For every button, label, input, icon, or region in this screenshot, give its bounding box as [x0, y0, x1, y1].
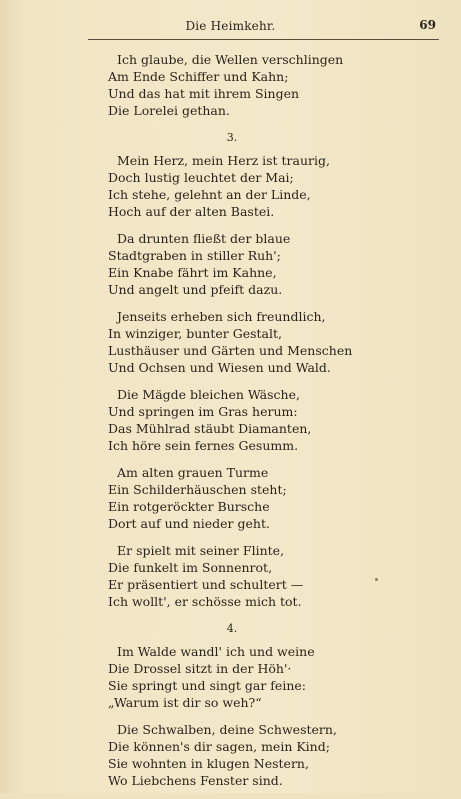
- stanza: [108, 308, 438, 376]
- verse-line: Ich höre sein fernes Gesumm.: [108, 438, 299, 453]
- stanza: [108, 230, 438, 298]
- verse-line: Mein Herz, mein Herz ist traurig,: [117, 153, 330, 168]
- verse-line: Dort auf und nieder geht.: [108, 516, 270, 531]
- verse-line: Hoch auf der alten Bastei.: [108, 204, 275, 219]
- verse-line: In winziger, bunter Gestalt,: [108, 326, 282, 341]
- verse-line: Ich glaube, die Wellen verschlingen: [117, 52, 344, 67]
- page-header: [0, 0, 461, 40]
- stanza: [108, 51, 438, 119]
- verse-line: Ein rotgeröckter Bursche: [108, 499, 270, 514]
- verse-line: Und das hat mit ihrem Singen: [108, 86, 300, 101]
- stanza: [108, 542, 438, 610]
- running-title: Die Heimkehr.: [185, 19, 276, 33]
- verse-line: Am Ende Schiffer und Kahn;: [108, 69, 289, 84]
- verse-line: Ich wollt', er schösse mich tot.: [108, 594, 302, 609]
- verse-line: Und springen im Gras herum:: [108, 404, 298, 419]
- verse-line: Die können's dir sagen, mein Kind;: [108, 739, 330, 754]
- verse-line: Die funkelt im Sonnenrot,: [108, 560, 273, 575]
- verse-line: Die Mägde bleichen Wäsche,: [117, 387, 300, 402]
- verse-line: Wo Liebchens Fenster sind.: [108, 773, 283, 788]
- verse-line: Lusthäuser und Gärten und Menschen: [108, 343, 353, 358]
- verse-line: Die Drossel sitzt in der Höh'·: [108, 661, 292, 676]
- verse-line: Er präsentiert und schultert —: [108, 577, 304, 592]
- verse-line: Die Lorelei gethan.: [108, 103, 230, 118]
- verse-line: Am alten grauen Turme: [117, 465, 269, 480]
- verse-line: Das Mühlrad stäubt Diamanten,: [108, 421, 312, 436]
- page-number: 69: [419, 18, 436, 32]
- verse-line: Und Ochsen und Wiesen und Wald.: [108, 360, 331, 375]
- verse-line: Ich stehe, gelehnt an der Linde,: [108, 187, 311, 202]
- section-number: 4.: [226, 622, 238, 635]
- verse-line: Da drunten fließt der blaue: [117, 231, 291, 246]
- verse-line: Sie springt und singt gar feine:: [108, 678, 306, 693]
- stanza: [108, 386, 438, 454]
- section-number: 3.: [226, 131, 238, 144]
- verse-line: Stadtgraben in stiller Ruh';: [108, 248, 281, 263]
- verse-line: Und angelt und pfeift dazu.: [108, 282, 283, 297]
- stanza: [108, 721, 438, 789]
- poem-body: [108, 51, 438, 799]
- verse-line: Sie wohnten in klugen Nestern,: [108, 756, 309, 771]
- verse-line: Ein Knabe fährt im Kahne,: [108, 265, 277, 280]
- verse-line: Ein Schilderhäuschen steht;: [108, 482, 287, 497]
- stanza: [108, 464, 438, 532]
- verse-line: Jenseits erheben sich freundlich,: [117, 309, 326, 324]
- verse-line: „Warum ist dir so weh?“: [108, 695, 262, 710]
- stanza: [108, 643, 438, 711]
- verse-line: Die Schwalben, deine Schwestern,: [117, 722, 337, 737]
- verse-line: Doch lustig leuchtet der Mai;: [108, 170, 294, 185]
- header-rule: [88, 39, 439, 40]
- verse-line: Im Walde wandl' ich und weine: [117, 644, 315, 659]
- stanza: [108, 152, 438, 220]
- paper-speck: [375, 578, 378, 581]
- verse-line: Er spielt mit seiner Flinte,: [117, 543, 285, 558]
